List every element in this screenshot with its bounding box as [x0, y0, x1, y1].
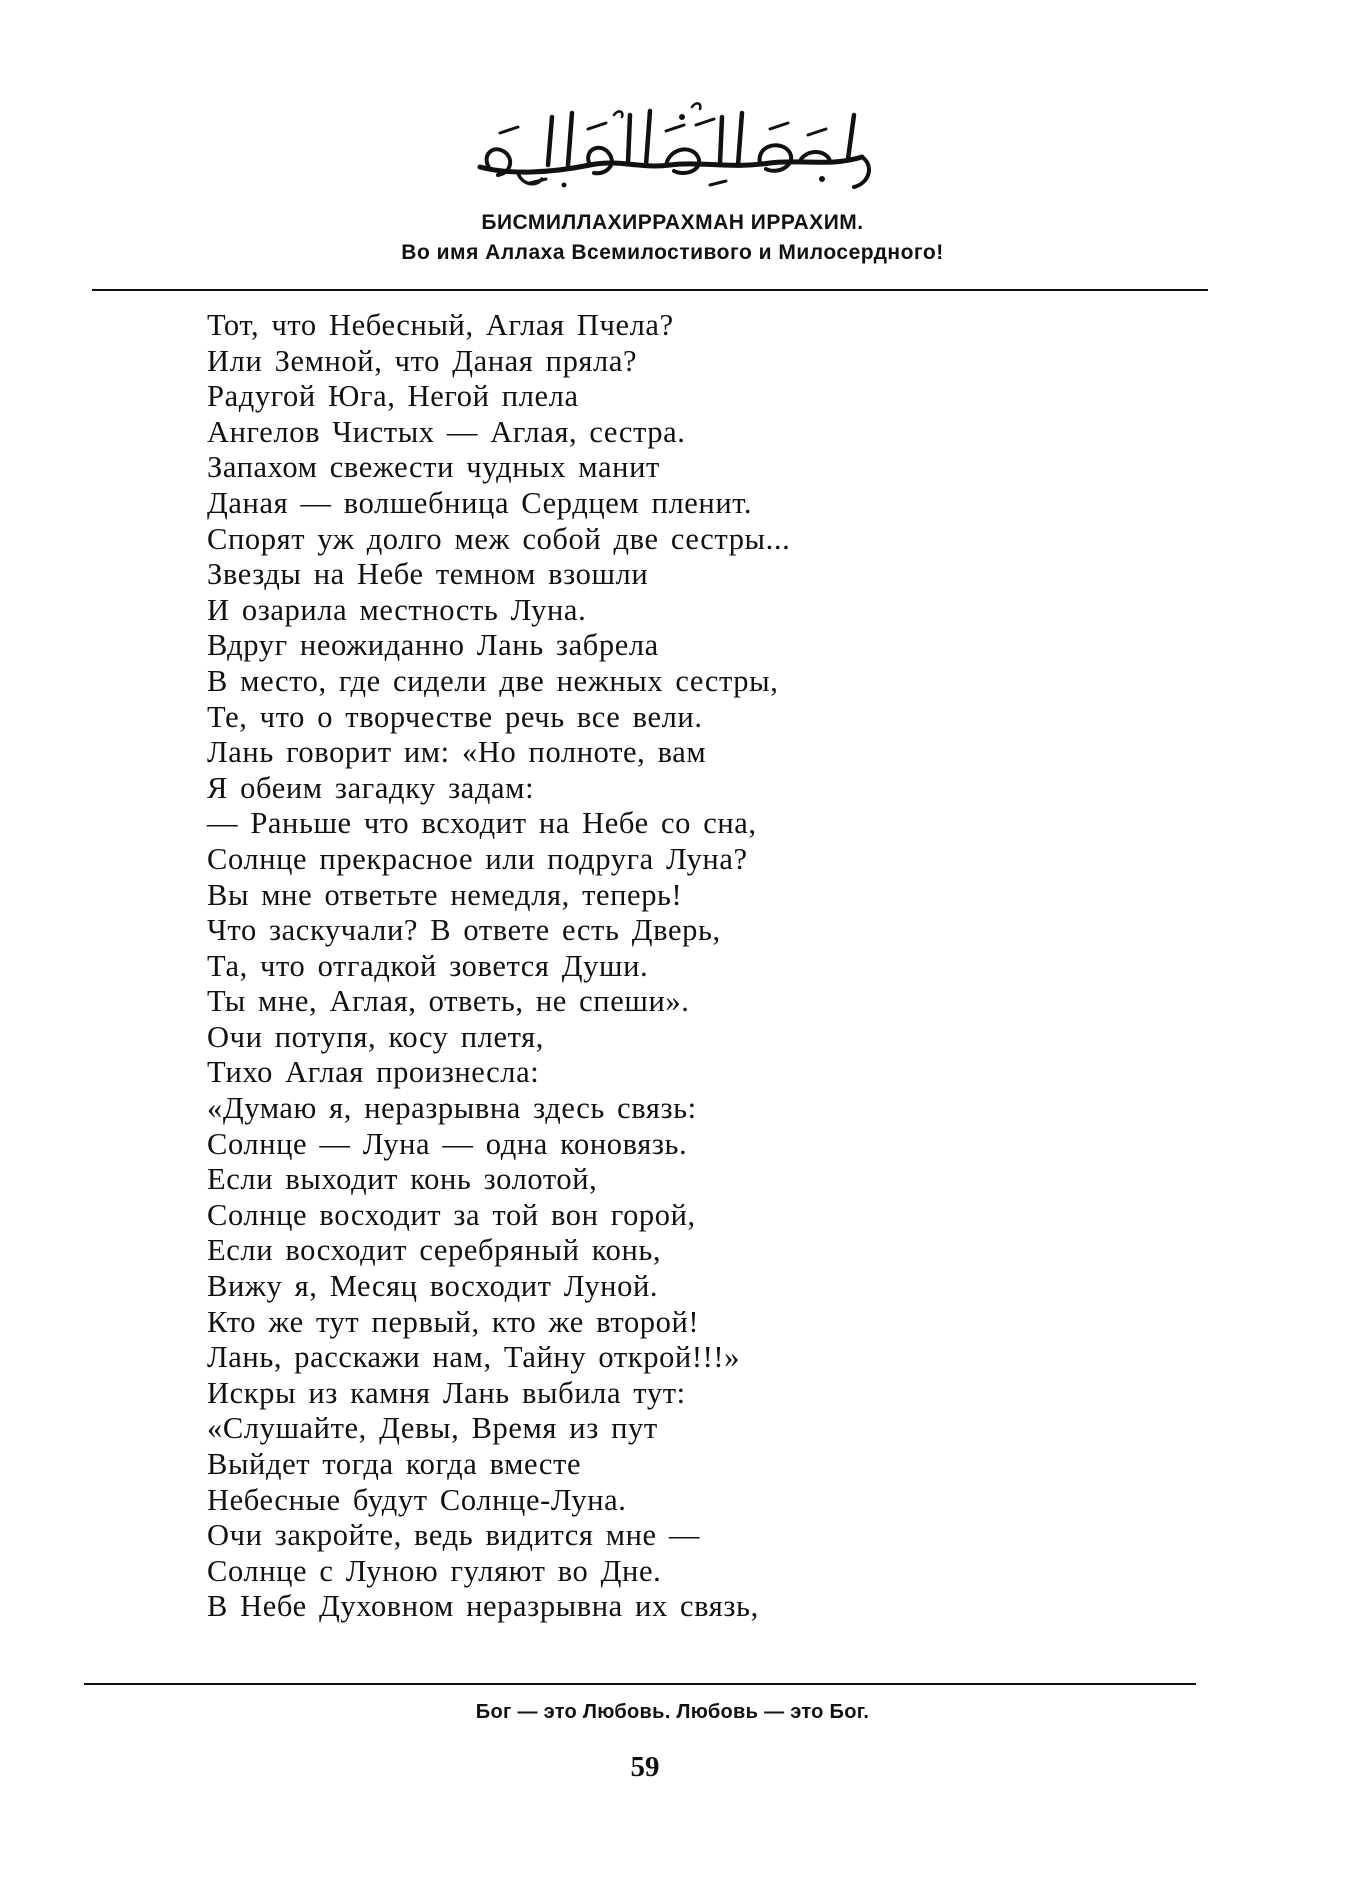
poem-line: Выйдет тогда когда вместе	[207, 1447, 582, 1481]
poem-line: В место, где сидели две нежных сестры,	[207, 663, 779, 698]
page-number: 59	[630, 1751, 660, 1783]
poem-line: Вдруг неожиданно Лань забрела	[207, 628, 659, 663]
poem-line: Или Земной, что Даная пряла?	[207, 343, 638, 378]
top-divider	[92, 289, 1208, 291]
poem-line: Очи закройте, ведь видится мне —	[207, 1518, 701, 1553]
poem-line: Радугой Юга, Негой плела	[207, 379, 579, 414]
poem-line: Лань говорит им: «Но полноте, вам	[207, 735, 707, 770]
poem-line: Солнце с Луною гуляют во Дне.	[207, 1553, 662, 1588]
bismillah-calligraphy	[470, 95, 890, 195]
poem-line: Солнце прекрасное или подруга Луна?	[207, 841, 748, 876]
poem-line: Звезды на Небе темном взошли	[207, 557, 649, 592]
poem-line: Солнце восходит за той вон горой,	[207, 1197, 696, 1232]
poem-line: — Раньше что всходит на Небе со сна,	[207, 806, 757, 841]
poem-line: «Думаю я, неразрывна здесь связь:	[207, 1091, 697, 1126]
poem-line: Очи потупя, косу плетя,	[207, 1019, 545, 1054]
poem-line: Та, что отгадкой зовется Души.	[207, 948, 649, 983]
poem-line: Вижу я, Месяц восходит Луной.	[207, 1269, 659, 1304]
calligraphy-drawing	[470, 95, 890, 195]
poem-line: Спорят уж долго меж собой две сестры...	[207, 521, 791, 556]
poem-line: Тихо Аглая произнесла:	[207, 1055, 540, 1090]
poem-line: Те, что о творчестве речь все вели.	[207, 699, 703, 734]
poem-line: Что заскучали? В ответе есть Дверь,	[207, 913, 721, 948]
poem-line: Запахом свежести чудных манит	[207, 450, 660, 485]
header-translation: Во имя Аллаха Всемилостивого и Милосердного!	[401, 241, 944, 264]
header-transliteration: БИСМИЛЛАХИРРАХМАН ИРРАХИМ.	[481, 211, 864, 234]
poem-line: «Слушайте, Девы, Время из пут	[207, 1411, 658, 1446]
poem-line: Солнце — Луна — одна коновязь.	[207, 1126, 688, 1161]
poem-line: В Небе Духовном неразрывна их связь,	[207, 1589, 759, 1624]
poem-line: Ты мне, Аглая, ответь, не спеши».	[207, 984, 690, 1019]
poem-line: Вы мне ответьте немедля, теперь!	[207, 877, 683, 912]
poem-line: Если восходит серебряный конь,	[207, 1233, 662, 1268]
poem-line: Я обеим загадку задам:	[207, 770, 535, 805]
poem-line: Кто же тут первый, кто же второй!	[207, 1304, 700, 1339]
poem-line: Даная — волшебница Сердцем пленит.	[207, 485, 753, 520]
poem-line: Если выходит конь золотой,	[207, 1162, 598, 1197]
bottom-divider	[84, 1683, 1196, 1685]
poem-line: Лань, расскажи нам, Тайну открой!!!»	[207, 1340, 740, 1375]
footer-motto: Бог — это Любовь. Любовь — это Бог.	[475, 1701, 870, 1723]
poem-line: Тот, что Небесный, Аглая Пчела?	[207, 308, 674, 342]
poem-line: Искры из камня Лань выбила тут:	[207, 1375, 686, 1410]
poem-text	[207, 308, 1157, 1625]
poem-line: Ангелов Чистых — Аглая, сестра.	[207, 414, 686, 449]
poem-line: Небесные будут Солнце-Луна.	[207, 1482, 627, 1517]
poem-line: И озарила местность Луна.	[207, 592, 587, 627]
